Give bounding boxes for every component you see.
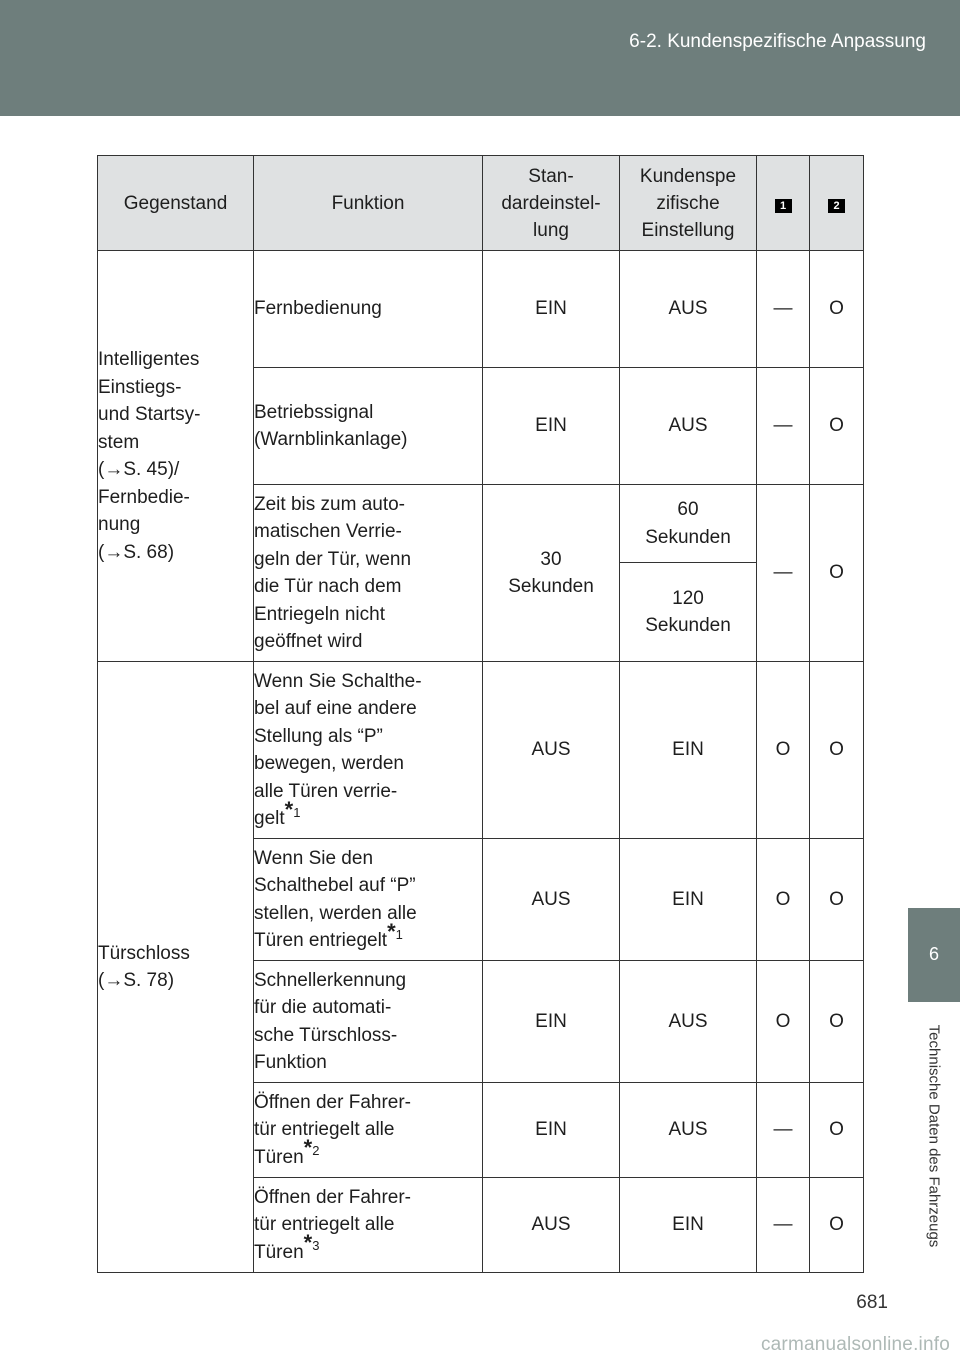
footnote-ref: 2 [312, 1143, 320, 1159]
mark-cell-2: O [810, 662, 864, 839]
custom-option-cell: 60 Sekunden [620, 485, 757, 563]
mark-cell-2: O [810, 485, 864, 662]
default-cell: EIN [483, 368, 620, 485]
custom-cell: EIN [620, 839, 757, 961]
custom-cell: AUS [620, 251, 757, 368]
footnote-star-icon: * [303, 1135, 313, 1161]
page-number: 681 [856, 1292, 888, 1313]
watermark: carmanualsonline.info [760, 1334, 950, 1355]
header-custom: Kundenspe zifische Einstellung [620, 156, 757, 251]
function-cell: Wenn Sie Schalthe- bel auf eine andere Stellung als “P” bewegen, werden alle Türen verrie- gelt$^{*1}$ [254, 662, 483, 839]
mark-cell-1: O [757, 961, 810, 1083]
default-cell: EIN [483, 251, 620, 368]
footnote-star-icon: * [284, 796, 294, 822]
chapter-label: Technische Daten des Fahrzeugs [925, 1024, 943, 1248]
function-cell: Fernbedienung [254, 251, 483, 368]
table-row [98, 662, 864, 839]
footnote-star-icon: * [303, 1230, 313, 1256]
header-default: Stan- dardeinstel- lung [483, 156, 620, 251]
header-band [0, 0, 960, 116]
section-title: 6-2. Kundenspezifische Anpassung [629, 31, 926, 52]
mark-cell-2: O [810, 251, 864, 368]
footnote-ref: 1 [395, 926, 403, 942]
col-2-icon: 2 [828, 199, 845, 213]
mark-cell-1: — [757, 368, 810, 485]
mark-cell-2: O [810, 368, 864, 485]
custom-cell: EIN [620, 662, 757, 839]
default-cell: EIN [483, 961, 620, 1083]
mark-cell-1: O [757, 839, 810, 961]
item-cell-door-lock: Türschloss (→S. 78) [98, 662, 254, 1273]
mark-cell-2: O [810, 839, 864, 961]
header-col-1 [757, 156, 810, 251]
function-cell: Schnellerkennung für die automati- sche Türschloss- Funktion [254, 961, 483, 1083]
default-cell: AUS [483, 1178, 620, 1273]
custom-cell: EIN [620, 1178, 757, 1273]
function-cell: Öffnen der Fahrer- tür entriegelt alle Türen$^{*3}$ [254, 1178, 483, 1273]
footnote-ref: 3 [312, 1238, 320, 1254]
mark-cell-2: O [810, 1083, 864, 1178]
mark-cell-1: — [757, 1178, 810, 1273]
mark-cell-1: — [757, 485, 810, 662]
table-header-row [98, 156, 864, 251]
chapter-number: 6 [928, 944, 939, 964]
header-col-2 [810, 156, 864, 251]
function-cell: Öffnen der Fahrer- tür entriegelt alle Türen$^{*2}$ [254, 1083, 483, 1178]
footnote-star-icon: * [387, 918, 396, 944]
function-cell: Wenn Sie den Schalthebel auf “P” stellen, werden alle Türen entriegelt$^{*1}$ [254, 839, 483, 961]
footnote-ref: 1 [293, 804, 301, 820]
custom-option-cell: 120 Sekunden [620, 563, 757, 662]
table-row [98, 251, 864, 368]
custom-cell: AUS [620, 1083, 757, 1178]
mark-cell-1: — [757, 251, 810, 368]
default-cell: AUS [483, 662, 620, 839]
mark-cell-1: — [757, 1083, 810, 1178]
custom-cell: AUS [620, 961, 757, 1083]
default-cell: EIN [483, 1083, 620, 1178]
customization-table [97, 155, 864, 1273]
default-cell: 30 Sekunden [483, 485, 620, 662]
function-cell: Zeit bis zum auto- matischen Verrie- geln der Tür, wenn die Tür nach dem Entriegeln nicht geöffnet wird [254, 485, 483, 662]
chapter-tab[interactable] [908, 908, 960, 1002]
col-1-icon: 1 [775, 199, 792, 213]
mark-cell-2: O [810, 1178, 864, 1273]
item-cell-entry-system: Intelligentes Einstiegs- und Startsy- stem (→S. 45)/ Fernbedie- nung (→S. 68) [98, 251, 254, 662]
mark-cell-1: O [757, 662, 810, 839]
header-item: Gegenstand [98, 156, 254, 251]
default-cell: AUS [483, 839, 620, 961]
custom-cell: AUS [620, 368, 757, 485]
header-function: Funktion [254, 156, 483, 251]
function-cell: Betriebssignal (Warnblinkanlage) [254, 368, 483, 485]
mark-cell-2: O [810, 961, 864, 1083]
